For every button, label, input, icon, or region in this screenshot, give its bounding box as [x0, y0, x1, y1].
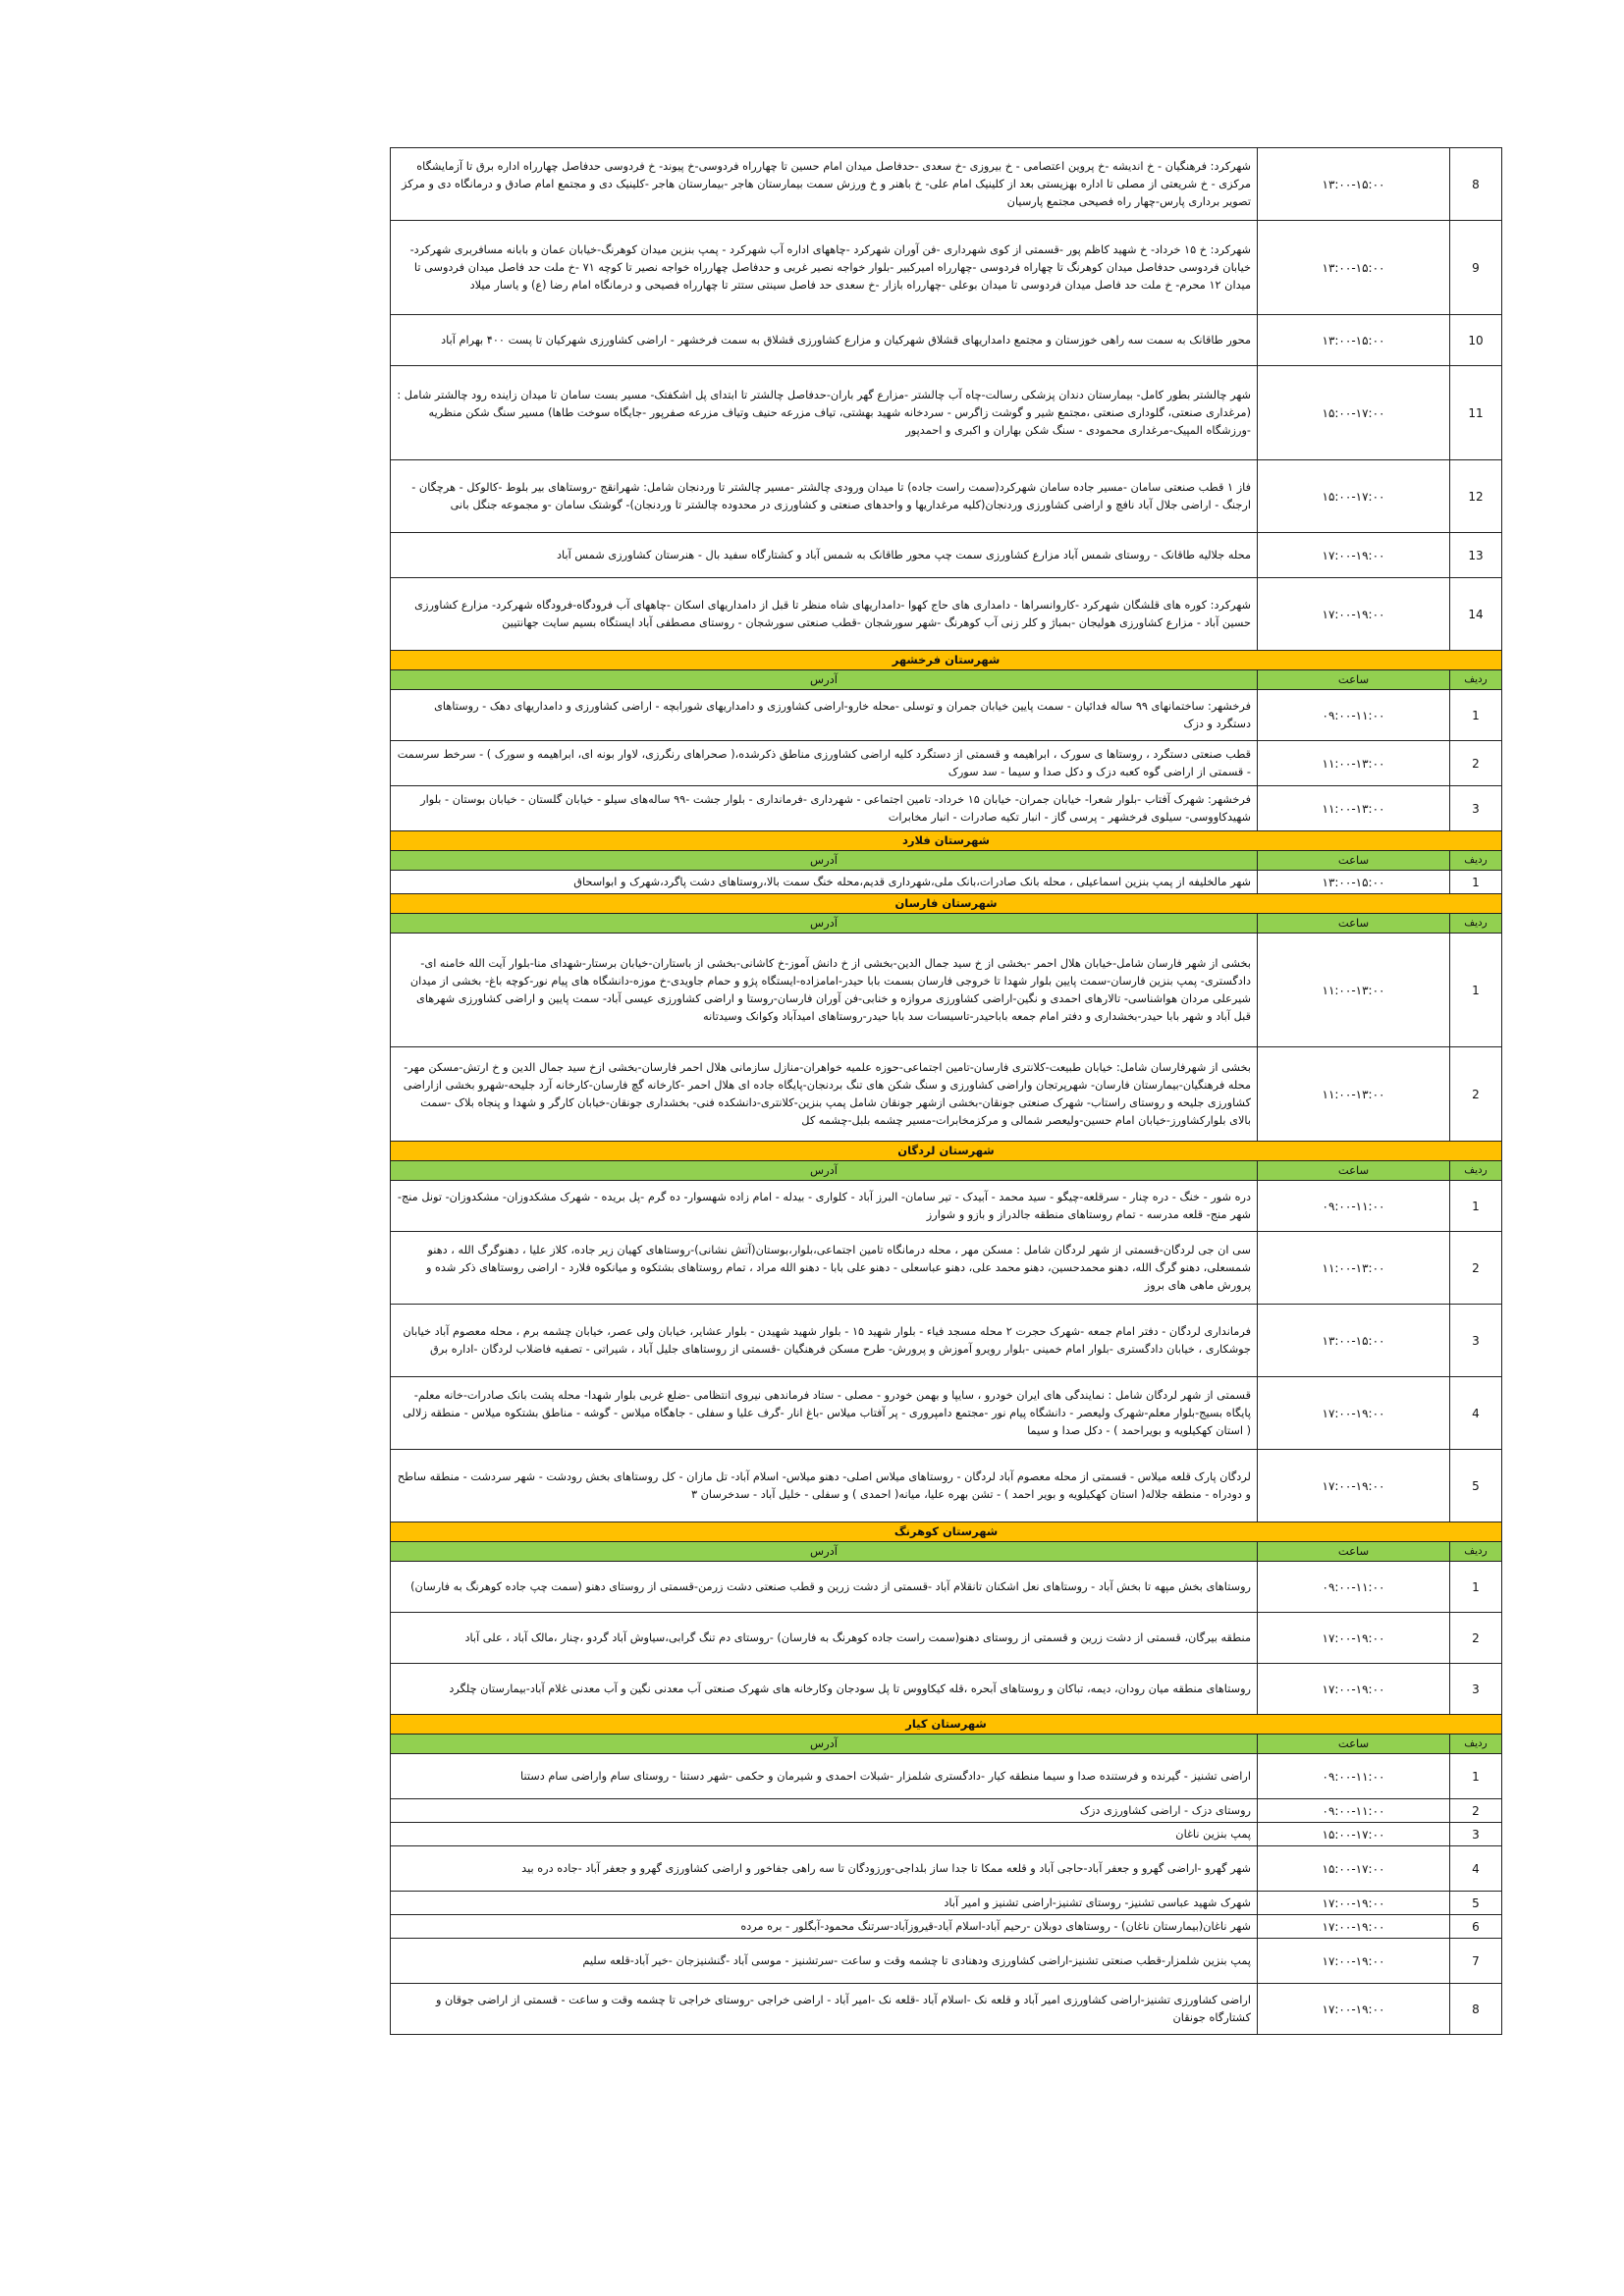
column-header-row: [391, 670, 1502, 690]
section-header: [391, 1522, 1502, 1542]
address-cell: اراضی تشنیز - گیرنده و فرستنده صدا و سیما منطقه کیار -دادگستری شلمزار -شبلات احمدی و شیرمان و حکمی -شهر دستنا - روستای سام واراضی سام دستنا: [391, 1754, 1258, 1799]
table-row: [391, 786, 1502, 831]
row-number: 2: [1450, 1047, 1502, 1142]
section-header: [391, 651, 1502, 670]
time-range: ۱۳:۰۰-۱۵:۰۰: [1258, 1305, 1450, 1377]
time-range: ۰۹:۰۰-۱۱:۰۰: [1258, 1562, 1450, 1613]
time-range: ۱۳:۰۰-۱۵:۰۰: [1258, 148, 1450, 221]
address-cell: روستاهای منطقه میان رودان، دیمه، تباکان و روستاهای آبحره ،قله کیکاووس تا پل سودجان وکارخانه های شهرک صنعتی آب معدنی نگین و آب معدنی غلام آباد-بیمارستان چلگرد: [391, 1664, 1258, 1715]
address-cell: فرمانداری لردگان - دفتر امام جمعه -شهرک حجرت ۲ محله مسجد فیاء - بلوار شهید ۱۵ - بلوار شهید شهیدن - بلوار عشایر، خیابان ولی عصر، خیابان چشمه برم ، محله معصوم آباد خیابان جوشکاری ، خیابان دادگستری -بلوار امام خمینی -بلوار رویرو آموزش و پرورش- طرح مسکن فرهنگیان -قسمتی از روستاهای جلیل آباد ، شیراتی - تصفیه فاضلاب لردگان -اداره برق: [391, 1305, 1258, 1377]
column-header-row-number: ردیف: [1450, 914, 1502, 934]
address-cell: شهرکرد: کوره های قلشگان شهرکرد -کاروانسراها - دامداری های حاج کهوا -دامداریهای شاه منظر تا قبل از دامداریهای اسکان -چاههای آب فرودگاه-فرودگاه شهرکرد- مزارع کشاورزی حسین آباد - مزارع کشاورزی هولیجان -بمباژ و کلر زنی آب کوهرنگ -شهر سورشجان -قطب صنعتی سورشجان - روستای مصطفی آباد ایستگاه بسیم سایت جهانتیین: [391, 578, 1258, 651]
time-range: ۰۹:۰۰-۱۱:۰۰: [1258, 1181, 1450, 1232]
table-row: [391, 1892, 1502, 1915]
table-row: [391, 1613, 1502, 1664]
table-row: [391, 148, 1502, 221]
time-range: ۱۳:۰۰-۱۵:۰۰: [1258, 315, 1450, 366]
time-range: ۱۳:۰۰-۱۵:۰۰: [1258, 871, 1450, 894]
time-range: ۰۹:۰۰-۱۱:۰۰: [1258, 690, 1450, 741]
table-row: [391, 1984, 1502, 2035]
address-cell: شهرکرد: خ ۱۵ خرداد- خ شهید کاظم پور -قسمتی از کوی شهرداری -فن آوران شهرکرد -چاههای اداره آب شهرکرد - پمپ بنزین میدان کوهرنگ-خیابان عمان و بابانه مسافربری شهرکرد- خیابان فردوسی حدفاصل میدان کوهرنگ تا چهاراه فردوسی -چهارراه امیرکبیر -بلوار خواجه نصیر غربی و حدفاصل چهارراه خواجه نصیر تا کوچه ۷۱ -خ ملت حد فاصل میدان فردوسی تا میدان ۱۲ محرم- خ ملت حد فاصل میدان فردوسی تا میدان بوعلی -چهارراه بازار -خ سعدی حد فاصل سینتی ستتر تا چهارراه فصیحی و درمانگاه امام رضا (ع) و یاسار میلاد: [391, 221, 1258, 315]
row-number: 1: [1450, 1562, 1502, 1613]
table-row: [391, 1450, 1502, 1522]
time-range: ۱۷:۰۰-۱۹:۰۰: [1258, 1450, 1450, 1522]
outage-schedule-table: [390, 147, 1502, 2035]
column-header-time: ساعت: [1258, 1735, 1450, 1754]
time-range: ۰۹:۰۰-۱۱:۰۰: [1258, 1799, 1450, 1823]
column-header-time: ساعت: [1258, 1542, 1450, 1562]
table-row: [391, 741, 1502, 786]
row-number: 2: [1450, 1613, 1502, 1664]
row-number: 5: [1450, 1450, 1502, 1522]
time-range: ۱۷:۰۰-۱۹:۰۰: [1258, 1892, 1450, 1915]
outage-schedule-document: [390, 147, 1502, 2035]
column-header-row-number: ردیف: [1450, 670, 1502, 690]
row-number: 2: [1450, 741, 1502, 786]
column-header-address: آدرس: [391, 1542, 1258, 1562]
time-range: ۱۵:۰۰-۱۷:۰۰: [1258, 1823, 1450, 1846]
time-range: ۱۷:۰۰-۱۹:۰۰: [1258, 1377, 1450, 1450]
address-cell: روستاهای بخش مپهه تا بخش آباد - روستاهای نعل اشکنان تانقلام آباد -قسمتی از دشت زرین و قطب صنعتی دشت زرمن-قسمتی از روستای دهنو (سمت چپ جاده کوهرنگ به فارسان): [391, 1562, 1258, 1613]
county-title: شهرستان کوهرنگ: [391, 1522, 1502, 1542]
section-header: [391, 831, 1502, 851]
row-number: 3: [1450, 1664, 1502, 1715]
row-number: 3: [1450, 786, 1502, 831]
row-number: 5: [1450, 1892, 1502, 1915]
column-header-row: [391, 1542, 1502, 1562]
address-cell: شهرکرد: فرهنگیان - خ اندیشه -خ پروین اعتصامی - خ بیروزی -خ سعدی -حدفاصل میدان امام حسین تا چهارراه فردوسی-خ پیوند- خ فردوسی حدفاصل چهارراه اداره برق تا آزمایشگاه مرکزی - خ شریعتی از مصلی تا اداره بهزیستی بعد از کلینیک امام علی- خ باهنر و خ ورزش سمت بیمارستان هاجر -بیمارستان هاجر -کلینیک دی و مجتمع امام صادق و درمانگاه دی و مرکز تصویر برداری پارس-چهار راه فصیحی مجتمع پارسیان: [391, 148, 1258, 221]
time-range: ۱۷:۰۰-۱۹:۰۰: [1258, 1939, 1450, 1984]
time-range: ۱۵:۰۰-۱۷:۰۰: [1258, 1846, 1450, 1892]
row-number: 1: [1450, 1181, 1502, 1232]
row-number: 10: [1450, 315, 1502, 366]
address-cell: اراضی کشاورزی تشنیز-اراضی کشاورزی امیر آباد و قلعه نک -اسلام آباد -قلعه نک -امیر آباد - اراضی خراجی -روستای خراجی تا چشمه وقت و ساعت - قسمتی از اراضی جوقان و کشتارگاه جونقان: [391, 1984, 1258, 2035]
row-number: 4: [1450, 1377, 1502, 1450]
address-cell: شهر چالشتر بطور کامل- بیمارستان دندان پزشکی رسالت-چاه آب چالشتر -مزارع گهر باران-حدفاصل چالشتر تا ابتدای پل اشکفتک- مسیر بست سامان تا میدان زاینده رود چالشتر شامل :(مرغداری صنعتی، گلوداری صنعتی ،مجتمع شیر و گوشت زاگرس - سردخانه شهید بهشتی، تیاف مزرعه حنیف وتیاف مزرعه صفرپور -جایگاه سوخت طاها) مسیر سنگ شکن منظریه -ورزشگاه المپیک-مرغداری محمودی - سنگ شکن بهاران و اکبری و احمدپور: [391, 366, 1258, 460]
column-header-time: ساعت: [1258, 670, 1450, 690]
address-cell: بخشی از شهر فارسان شامل-خیابان هلال احمر -بخشی از خ سید جمال الدین-بخشی از خ دانش آموز-خ کاشانی-بخشی از باستاران-خیابان برستار-شهدای منا-بلوار آیت الله خامنه ای-دادگستری- پمپ بنزین فارسان-سمت پایین بلوار شهدا تا خروجی فارسان بسمت بابا حیدر-امامزاده-ایستگاه پژو و حمام جاویدی-خ موزه-دانشگاه های پیام نور-کوچه باغ- بخشی از میدان شیرعلی مردان هواشناسی- تالارهای احمدی و نگین-اراضی کشاورزی مروازه و خنابی-فن آوران فارسان-روستا و اراضی کشاورزی عیسی آباد- سمت پایین و اراضی کشاورزی شهرهای قبل آباد و شهر بابا حیدر-بخشداری و دفتر امام جمعه باباحیدر-تاسیسات سد بابا حیدر-روستاهای امیدآباد وکوانک وسیدتانه: [391, 934, 1258, 1047]
table-row: [391, 315, 1502, 366]
column-header-address: آدرس: [391, 670, 1258, 690]
row-number: 7: [1450, 1939, 1502, 1984]
county-title: شهرستان فلارد: [391, 831, 1502, 851]
row-number: 1: [1450, 871, 1502, 894]
column-header-time: ساعت: [1258, 914, 1450, 934]
section-header: [391, 1142, 1502, 1161]
row-number: 1: [1450, 934, 1502, 1047]
table-row: [391, 1562, 1502, 1613]
table-row: [391, 578, 1502, 651]
address-cell: بخشی از شهرفارسان شامل: خیابان طبیعت-کلانتری فارسان-تامین اجتماعی-حوزه علمیه خواهران-منازل سازمانی هلال احمر فارسان-بخشی ازخ سید جمال الدین و خ ارتش-مسکن مهر-محله فرهنگیان-بیمارستان فارسان- شهرپرتجان واراضی کشاورزی و سنگ شکن های تنگ بردنجان-پایگاه جاده ای هلال احمر -کارخانه گچ فارسان-کارخانه آرد جلیحه-شهرو بخشی ازاراضی کشاورزی جلیحه و روستای راستاب- شهرک صنعتی جونقان-بخشی ازشهر جونقان شامل پمپ بنزین-کلانتری-دانشکده فنی- بخشداری جونقان-خیابان کارگر و شهدا و پنجاه بلاک -سمت بالای بلوارکشاورز-خیابان امام حسین-ولیعصر شمالی و مرکزمخابرات-مسیر چشمه بلبل-چشمه کل: [391, 1047, 1258, 1142]
county-title: شهرستان لردگان: [391, 1142, 1502, 1161]
table-row: [391, 1377, 1502, 1450]
table-row: [391, 1181, 1502, 1232]
row-number: 11: [1450, 366, 1502, 460]
address-cell: فرخشهر: ساختمانهای ۹۹ ساله فدائیان - سمت پایین خیابان جمران و توسلی -محله خارو-اراضی کشاورزی و دامداریهای شورابچه - اراضی کشاورزی و دامداریهای دهک - روستاهای دستگرد و دزک: [391, 690, 1258, 741]
address-cell: قسمتی از شهر لردگان شامل : نمایندگی های ایران خودرو ، سایپا و بهمن خودرو - مصلی - ستاد فرماندهی نیروی انتظامی -ضلع غربی بلوار شهدا- محله پشت بانک صادرات-خانه معلم- پایگاه بسیج-بلوار معلم-شهرک ولیعصر - دانشگاه پیام نور -مجتمع دامپروری - پر آفتاب میلاس -باغ انار -گرف علیا و سفلی - جاهگاه میلاس - گوشه - مناطق بشتکوه میلاس - منطقه زلالی ( استان کهکیلویه و بویراحمد ) - دکل صدا و سیما: [391, 1377, 1258, 1450]
column-header-row: [391, 1735, 1502, 1754]
table-row: [391, 1754, 1502, 1799]
row-number: 2: [1450, 1232, 1502, 1305]
row-number: 9: [1450, 221, 1502, 315]
time-range: ۱۳:۰۰-۱۵:۰۰: [1258, 221, 1450, 315]
row-number: 12: [1450, 460, 1502, 533]
table-row: [391, 533, 1502, 578]
time-range: ۱۵:۰۰-۱۷:۰۰: [1258, 366, 1450, 460]
address-cell: قطب صنعتی دستگرد ، روستاها ی سورک ، ابراهیمه و قسمتی از دستگرد کلیه اراضی کشاورزی مناطق ذکرشده،( صحراهای رنگرزی، لاوار بونه ای، ابراهیمه و سورک ) - سرخط سرسمت - قسمتی از اراضی گوه کعبه دزک و دکل صدا و سیما - سد سورک: [391, 741, 1258, 786]
address-cell: شهرک شهید عباسی تشنیز- روستای تشنیز-اراضی تشنیز و امیر آباد: [391, 1892, 1258, 1915]
address-cell: محله جلالیه طاقانک - روستای شمس آباد مزارع کشاورزی سمت چپ محور طاقانک به شمس آباد و کشتارگاه سفید بال - هنرستان کشاورزی شمس آباد: [391, 533, 1258, 578]
column-header-row-number: ردیف: [1450, 1161, 1502, 1181]
address-cell: دره شور - خنگ - دره چنار - سرقلعه-چیگو - سید محمد - آبیدک - تیر سامان- البرز آباد - کلواری - بیدله - امام زاده شهسوار- ده گرم -پل بریده - شهرک مشکدوزان- مشکدوزان- تونل منج- شهر منج- قلعه مدرسه - تمام روستاهای منطقه جالدراز و بازو و شوارز: [391, 1181, 1258, 1232]
table-row: [391, 1664, 1502, 1715]
time-range: ۱۷:۰۰-۱۹:۰۰: [1258, 1984, 1450, 2035]
table-row: [391, 1915, 1502, 1939]
row-number: 8: [1450, 1984, 1502, 2035]
column-header-address: آدرس: [391, 851, 1258, 871]
time-range: ۱۱:۰۰-۱۳:۰۰: [1258, 1232, 1450, 1305]
column-header-time: ساعت: [1258, 851, 1450, 871]
address-cell: شهر ناغان(بیمارستان ناغان) - روستاهای دوبلان -رحیم آباد-اسلام آباد-قیروزآباد-سرتنگ محمود-آبگلور - بره مرده: [391, 1915, 1258, 1939]
county-title: شهرستان فارسان: [391, 894, 1502, 914]
column-header-row-number: ردیف: [1450, 1542, 1502, 1562]
county-title: شهرستان فرخشهر: [391, 651, 1502, 670]
address-cell: فرخشهر: شهرک آفتاب -بلوار شعرا- خیابان جمران- خیابان ۱۵ خرداد- تامین اجتماعی - شهرداری -فرمانداری - بلوار جشت -۹۹ ساله‌های سیلو - خیابان گلستان - خیابان بوستان - بلوار شهیدکاووسی- سیلوی فرخشهر - پرسی گاز - انبار تکیه صادرات - انبار مخابرات: [391, 786, 1258, 831]
time-range: ۰۹:۰۰-۱۱:۰۰: [1258, 1754, 1450, 1799]
column-header-row-number: ردیف: [1450, 1735, 1502, 1754]
time-range: ۱۱:۰۰-۱۳:۰۰: [1258, 1047, 1450, 1142]
time-range: ۱۱:۰۰-۱۳:۰۰: [1258, 934, 1450, 1047]
address-cell: فاز ۱ قطب صنعتی سامان -مسیر جاده سامان شهرکرد(سمت راست جاده) تا میدان ورودی چالشتر -مسیر چالشتر تا وردنجان شامل: شهرانقج -روستاهای بیر بلوط -کالوکل - هرچگان - ارجنگ - اراضی جلال آباد نافچ و اراضی کشاورزی وردنجان(کلیه مرغداریها و واحدهای صنعتی و کشاورزی در محدوده چالشتر تا وردنجان)- گوشتک سامان -و مجموعه جنگل بانی: [391, 460, 1258, 533]
row-number: 4: [1450, 1846, 1502, 1892]
table-row: [391, 934, 1502, 1047]
column-header-row: [391, 914, 1502, 934]
table-row: [391, 1305, 1502, 1377]
county-title: شهرستان کیار: [391, 1715, 1502, 1735]
time-range: ۱۵:۰۰-۱۷:۰۰: [1258, 460, 1450, 533]
row-number: 14: [1450, 578, 1502, 651]
column-header-address: آدرس: [391, 1735, 1258, 1754]
table-row: [391, 690, 1502, 741]
row-number: 3: [1450, 1305, 1502, 1377]
column-header-row-number: ردیف: [1450, 851, 1502, 871]
address-cell: سی ان جی لردگان-قسمتی از شهر لردگان شامل : مسکن مهر ، محله درمانگاه تامین اجتماعی،بلوار،بوستان(آتش نشانی)-روستاهای کهیان زیر جاده، کلاز علیا ، دهنوگرگ الله ، دهنو شمسعلی، دهنو گرگ الله، دهنو محمدحسین، دهنو محمد علی، دهنو عباسعلی - دهنو علی بابا - دهنو الله مراد ، تمام روستاهای بشتکوه و میانکوه فلارد - اراضی روستاهای ذکر شده و پرورش ماهی های بروز: [391, 1232, 1258, 1305]
address-cell: پمپ بنزین شلمزار-قطب صنعتی تشنیز-اراضی کشاورزی ودهنادی تا چشمه وقت و ساعت -سرتشنیز - موسی آباد -گنشنیزجان -خیر آباد-قلعه سلیم: [391, 1939, 1258, 1984]
time-range: ۱۷:۰۰-۱۹:۰۰: [1258, 1664, 1450, 1715]
row-number: 6: [1450, 1915, 1502, 1939]
address-cell: پمپ بنزین ناغان: [391, 1823, 1258, 1846]
row-number: 8: [1450, 148, 1502, 221]
table-row: [391, 221, 1502, 315]
column-header-address: آدرس: [391, 1161, 1258, 1181]
table-row: [391, 871, 1502, 894]
address-cell: شهر مالخلیفه از پمپ بنزین اسماعیلی ، محله بانک صادرات،بانک ملی،شهرداری قدیم،محله خنگ سمت بالا،روستاهای دشت پاگرد،شهرک و ابواسحاق: [391, 871, 1258, 894]
column-header-row: [391, 1161, 1502, 1181]
time-range: ۱۱:۰۰-۱۳:۰۰: [1258, 741, 1450, 786]
column-header-row: [391, 851, 1502, 871]
table-row: [391, 1846, 1502, 1892]
address-cell: محور طاقانک به سمت سه راهی خوزستان و مجتمع دامداریهای قشلاق شهرکیان و مزارع کشاورزی قشلاق به سمت فرخشهر - اراضی کشاورزی شهرکیان تا پست ۴۰۰ بهرام آباد: [391, 315, 1258, 366]
section-header: [391, 1715, 1502, 1735]
time-range: ۱۷:۰۰-۱۹:۰۰: [1258, 1613, 1450, 1664]
column-header-time: ساعت: [1258, 1161, 1450, 1181]
row-number: 1: [1450, 1754, 1502, 1799]
table-row: [391, 366, 1502, 460]
table-row: [391, 1799, 1502, 1823]
time-range: ۱۷:۰۰-۱۹:۰۰: [1258, 1915, 1450, 1939]
table-row: [391, 1823, 1502, 1846]
column-header-address: آدرس: [391, 914, 1258, 934]
row-number: 13: [1450, 533, 1502, 578]
address-cell: منطقه بیرگان، قسمتی از دشت زرین و قسمتی از روستای دهنو(سمت راست جاده کوهرنگ به فارسان) -روستای دم تنگ گرابی،سیاوش آباد گردو ،چنار ،مالک آباد ، علی آباد: [391, 1613, 1258, 1664]
time-range: ۱۷:۰۰-۱۹:۰۰: [1258, 533, 1450, 578]
section-header: [391, 894, 1502, 914]
address-cell: لردگان پارک قلعه میلاس - قسمتی از محله معصوم آباد لردگان - روستاهای میلاس اصلی- دهنو میلاس- اسلام آباد- تل مازان - کل روستاهای بخش رودشت - شهر سردشت - منطقه ساطح و دودراه - منطقه جلاله( استان کهکیلویه و بویر احمد ) - تشن بهره علیا، میانه( احمدی ) و سفلی - خلیل آباد - سدخرسان ۳: [391, 1450, 1258, 1522]
time-range: ۱۷:۰۰-۱۹:۰۰: [1258, 578, 1450, 651]
row-number: 1: [1450, 690, 1502, 741]
table-row: [391, 1939, 1502, 1984]
row-number: 3: [1450, 1823, 1502, 1846]
time-range: ۱۱:۰۰-۱۳:۰۰: [1258, 786, 1450, 831]
table-row: [391, 460, 1502, 533]
table-row: [391, 1232, 1502, 1305]
table-row: [391, 1047, 1502, 1142]
row-number: 2: [1450, 1799, 1502, 1823]
address-cell: شهر گهرو -اراضی گهرو و جعفر آباد-حاجی آباد و قلعه ممکا تا جدا ساز بلداجی-ورزودگان تا سه راهی جفاخور و اراضی کشاورزی گهرو و جعفر آباد -جاده دره بید: [391, 1846, 1258, 1892]
address-cell: روستای دزک - اراضی کشاورزی دزک: [391, 1799, 1258, 1823]
